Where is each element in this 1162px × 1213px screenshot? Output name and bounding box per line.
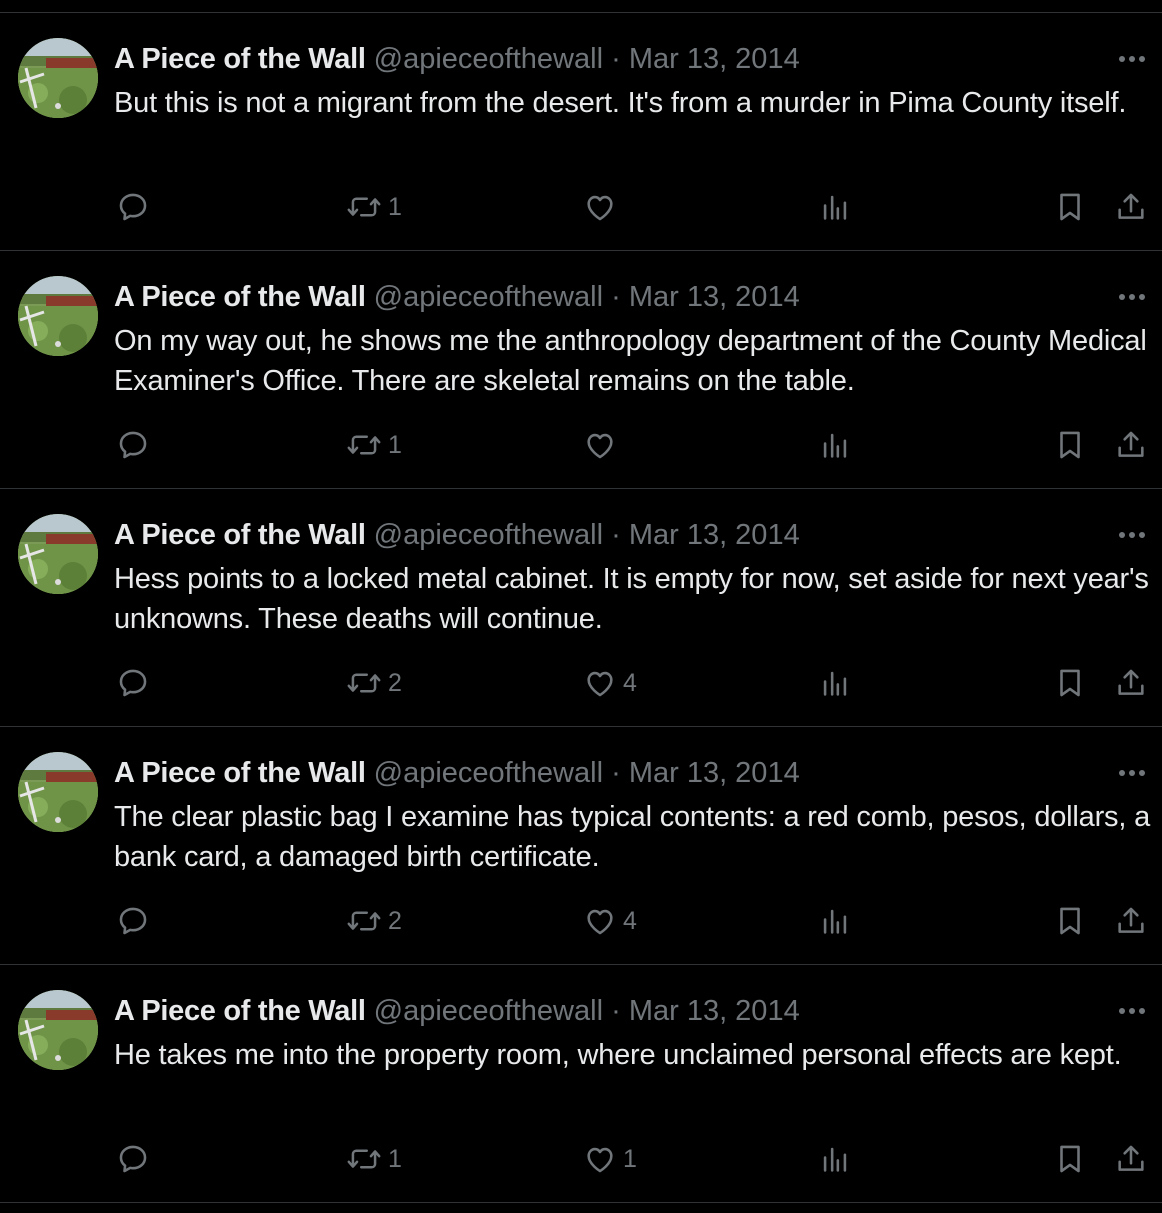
share-icon [1114,666,1148,700]
reply-icon [116,190,150,224]
retweet-count: 1 [388,431,402,459]
like-icon [583,1142,617,1176]
views-button[interactable] [818,903,852,939]
share-icon [1114,428,1148,462]
tweet[interactable] [0,489,1162,727]
views-button[interactable] [818,189,852,225]
tweet[interactable] [0,13,1162,251]
bookmark-icon [1053,904,1087,938]
tweet-text: But this is not a migrant from the desert. It's from a murder in Pima County itself. [114,87,1127,119]
bookmark-icon [1053,428,1087,462]
more-icon[interactable] [1116,765,1148,781]
share-button[interactable] [1114,189,1148,225]
share-button[interactable] [1114,1141,1148,1177]
reply-icon [116,1142,150,1176]
share-button[interactable] [1114,427,1148,463]
bookmark-button[interactable] [1053,903,1087,939]
bookmark-button[interactable] [1053,427,1087,463]
share-icon [1114,904,1148,938]
like-count: 4 [623,669,637,697]
avatar[interactable] [18,38,98,118]
like-button[interactable] [583,1141,637,1177]
tweet-header [114,753,800,793]
avatar[interactable] [18,752,98,832]
retweet-button[interactable] [346,189,402,225]
tweet-date[interactable]: Mar 13, 2014 [628,43,800,75]
tweet-date[interactable]: Mar 13, 2014 [628,281,800,313]
tweet-date[interactable]: Mar 13, 2014 [628,519,800,551]
like-icon [583,904,617,938]
avatar[interactable] [18,276,98,356]
retweet-count: 2 [388,907,402,935]
views-button[interactable] [818,665,852,701]
bookmark-icon [1053,1142,1087,1176]
like-icon [583,666,617,700]
header-separator: · [611,995,621,1027]
header-separator: · [611,519,621,551]
reply-button[interactable] [116,189,150,225]
author-handle[interactable]: @apieceofthewall [373,519,604,551]
avatar[interactable] [18,990,98,1070]
retweet-count: 2 [388,669,402,697]
tweet-header [114,515,800,555]
header-separator: · [611,757,621,789]
author-name[interactable]: A Piece of the Wall [114,281,366,313]
retweet-button[interactable] [346,427,402,463]
tweet-text: On my way out, he shows me the anthropology department of the County Medical Examiner's Office. There are skeletal remains on the table. [114,325,1147,397]
tweet[interactable] [0,251,1162,489]
more-icon[interactable] [1116,527,1148,543]
retweet-button[interactable] [346,903,402,939]
retweet-count: 1 [388,1145,402,1173]
more-icon[interactable] [1116,51,1148,67]
share-icon [1114,1142,1148,1176]
reply-button[interactable] [116,1141,150,1177]
like-icon [583,190,617,224]
like-icon [583,428,617,462]
retweet-count: 1 [388,193,402,221]
author-handle[interactable]: @apieceofthewall [373,43,604,75]
views-icon [818,666,852,700]
like-button[interactable] [583,427,623,463]
more-icon[interactable] [1116,1003,1148,1019]
reply-button[interactable] [116,665,150,701]
author-name[interactable]: A Piece of the Wall [114,757,366,789]
reply-button[interactable] [116,903,150,939]
reply-icon [116,666,150,700]
tweet-text: Hess points to a locked metal cabinet. It is empty for now, set aside for next year's unknowns. These deaths will continue. [114,563,1149,635]
reply-button[interactable] [116,427,150,463]
bookmark-icon [1053,190,1087,224]
tweet-header [114,277,800,317]
like-button[interactable] [583,665,637,701]
retweet-button[interactable] [346,665,402,701]
retweet-icon [346,1142,382,1176]
author-name[interactable]: A Piece of the Wall [114,995,366,1027]
share-icon [1114,190,1148,224]
tweet-date[interactable]: Mar 13, 2014 [628,995,800,1027]
like-count: 1 [623,1145,637,1173]
views-icon [818,190,852,224]
retweet-icon [346,190,382,224]
author-handle[interactable]: @apieceofthewall [373,757,604,789]
bookmark-icon [1053,666,1087,700]
views-icon [818,428,852,462]
views-button[interactable] [818,427,852,463]
tweet[interactable] [0,727,1162,965]
header-separator: · [611,43,621,75]
share-button[interactable] [1114,665,1148,701]
reply-icon [116,904,150,938]
like-button[interactable] [583,189,623,225]
more-icon[interactable] [1116,289,1148,305]
tweet[interactable] [0,965,1162,1203]
tweet-header [114,39,800,79]
header-separator: · [611,281,621,313]
tweet-date[interactable]: Mar 13, 2014 [628,757,800,789]
views-icon [818,1142,852,1176]
like-button[interactable] [583,903,637,939]
author-handle[interactable]: @apieceofthewall [373,281,604,313]
tweet-text: The clear plastic bag I examine has typical contents: a red comb, pesos, dollars, a bank card, a damaged birth certificate. [114,801,1150,873]
retweet-icon [346,666,382,700]
views-icon [818,904,852,938]
views-button[interactable] [818,1141,852,1177]
author-name[interactable]: A Piece of the Wall [114,519,366,551]
retweet-icon [346,904,382,938]
avatar[interactable] [18,514,98,594]
author-name[interactable]: A Piece of the Wall [114,43,366,75]
retweet-icon [346,428,382,462]
bookmark-button[interactable] [1053,189,1087,225]
tweet-header [114,991,800,1031]
share-button[interactable] [1114,903,1148,939]
retweet-button[interactable] [346,1141,402,1177]
author-handle[interactable]: @apieceofthewall [373,995,604,1027]
bookmark-button[interactable] [1053,1141,1087,1177]
tweet-text: He takes me into the property room, where unclaimed personal effects are kept. [114,1039,1122,1071]
like-count: 4 [623,907,637,935]
reply-icon [116,428,150,462]
bookmark-button[interactable] [1053,665,1087,701]
